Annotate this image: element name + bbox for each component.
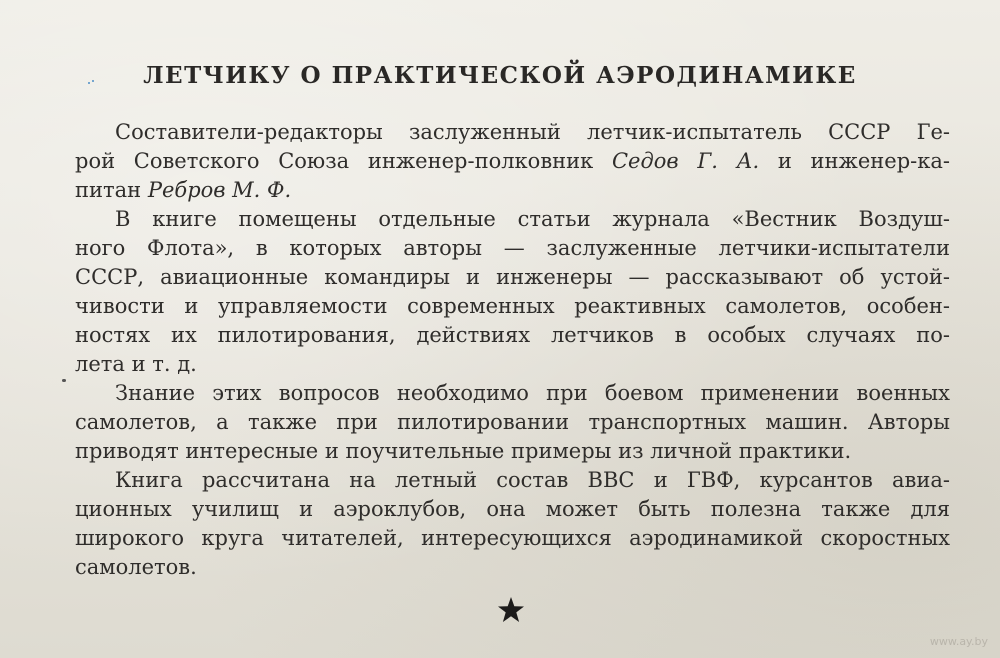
paragraph-3-line-2: самолетов, а также при пилотировании транспортных машин. Авторы <box>75 410 950 434</box>
watermark: www.ay.by <box>929 635 988 648</box>
paragraph-2-line-5: ностях их пилотирования, действиях летчиков в особых случаях по- <box>75 323 950 347</box>
paragraph-3-line-3: приводят интересные и поучительные примеры из личной практики. <box>75 439 852 463</box>
paragraph-2-line-6: лета и т. д. <box>75 352 197 376</box>
author-name-rebrov: Ребров М. Ф. <box>147 178 292 202</box>
paragraph-2-line-3: СССР, авиационные командиры и инженеры — рассказывают об устой- <box>75 265 950 289</box>
text-run: питан <box>75 178 148 202</box>
page-title: ЛЕТЧИКУ О ПРАКТИЧЕСКОЙ АЭРОДИНАМИКЕ <box>143 62 857 89</box>
paragraph-3-line-1: Знание этих вопросов необходимо при боевом применении военных <box>115 381 950 405</box>
paragraph-4-line-3: широкого круга читателей, интересующихся аэродинамикой скоростных <box>75 526 950 550</box>
author-name-sedov: Седов Г. А. <box>611 149 760 173</box>
text-run: рой Советского Союза инженер-полковник <box>75 149 612 173</box>
paragraph-1-line-2 <box>75 148 950 174</box>
paragraph-2-line-1: В книге помещены отдельные статьи журнала «Вестник Воздуш- <box>115 207 950 231</box>
ink-dot <box>62 379 66 382</box>
star-icon <box>497 596 525 624</box>
paragraph-4-line-1: Книга рассчитана на летный состав ВВС и ГВФ, курсантов авиа- <box>115 468 950 492</box>
paragraph-2-line-2: ного Флота», в которых авторы — заслуженные летчики-испытатели <box>75 236 950 260</box>
paragraph-4-line-4: самолетов. <box>75 555 197 579</box>
paragraph-2-line-4: чивости и управляемости современных реактивных самолетов, особен- <box>75 294 950 318</box>
paragraph-1-line-3 <box>75 177 291 203</box>
paragraph-4-line-2: ционных училищ и аэроклубов, она может быть полезна также для <box>75 497 950 521</box>
paragraph-1-line-1: Составители-редакторы заслуженный летчик-испытатель СССР Ге- <box>115 120 950 144</box>
text-run: и инженер-ка- <box>759 149 950 173</box>
